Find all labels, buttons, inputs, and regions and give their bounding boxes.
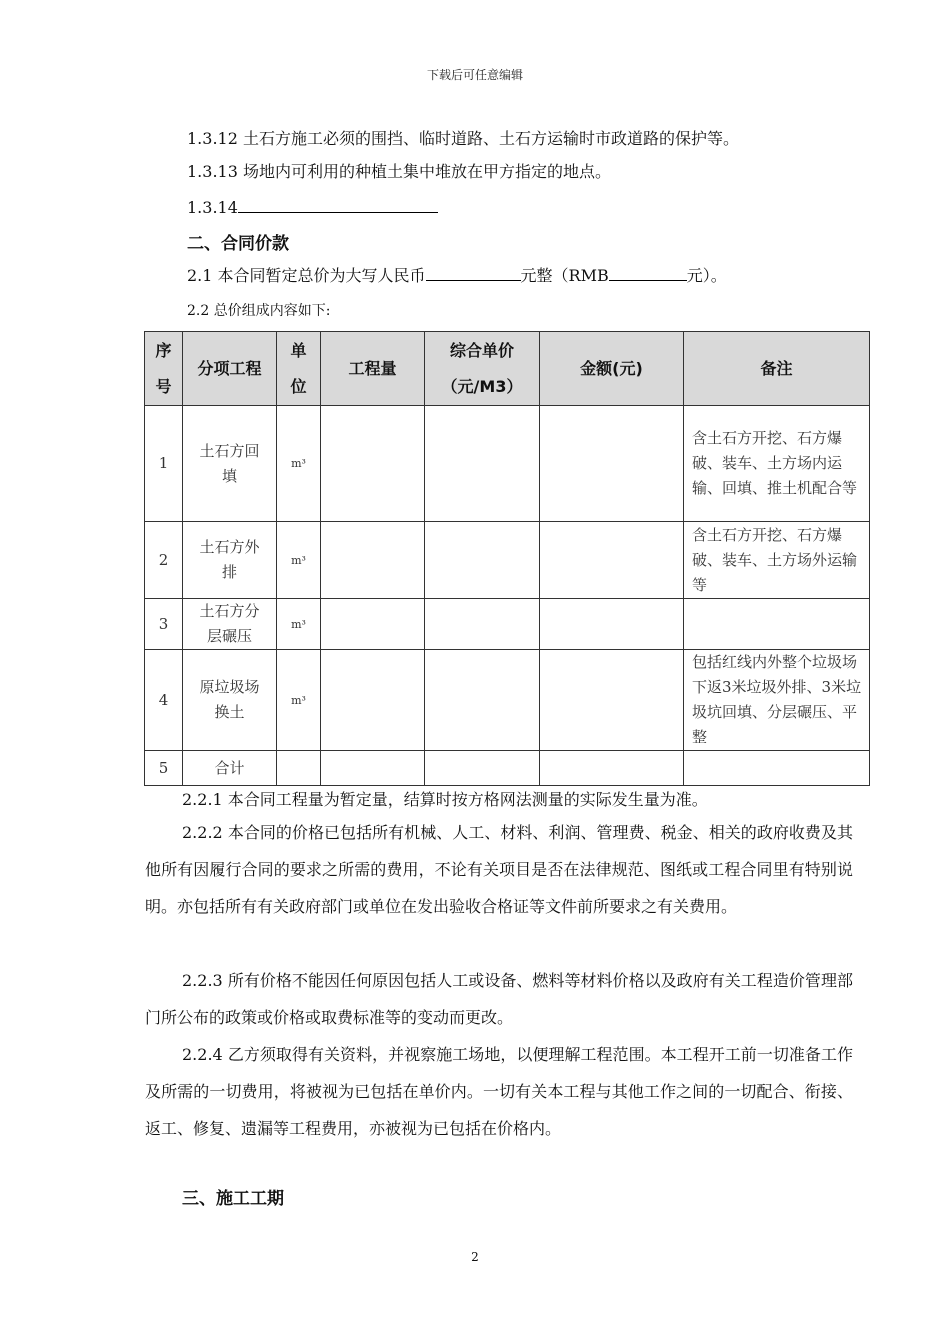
row-amount bbox=[540, 599, 684, 650]
price-table bbox=[144, 331, 870, 786]
row-quantity bbox=[321, 406, 425, 522]
header-remarks: 备注 bbox=[684, 332, 870, 406]
clause-2-2: 2.2 总价组成内容如下: bbox=[187, 303, 331, 319]
row-unit: m³ bbox=[277, 650, 321, 751]
clause-2-2-3-text: 2.2.3 所有价格不能因任何原因包括人工或设备、燃料等材料价格以及政府有关工程造价管理部门所公布的政策或价格或取费标准等的变动而更改。 bbox=[145, 971, 853, 1027]
blank-line bbox=[238, 196, 438, 213]
header-unit-price: 综合单价（元/M3） bbox=[425, 332, 540, 406]
row-item: 土石方回填 bbox=[183, 406, 277, 522]
clause-2-2-4 bbox=[145, 1036, 853, 1147]
table-row bbox=[145, 406, 870, 522]
page-number: 2 bbox=[471, 1250, 479, 1264]
row-unit: m³ bbox=[277, 599, 321, 650]
row-item: 土石方分层碾压 bbox=[183, 599, 277, 650]
clause-2-1-text-a: 2.1 本合同暂定总价为大写人民币 bbox=[187, 266, 426, 285]
clause-1-3-14 bbox=[187, 196, 438, 219]
table-row bbox=[145, 522, 870, 599]
section-3-title: 三、施工工期 bbox=[182, 1189, 284, 1209]
clause-2-2-2-text: 2.2.2 本合同的价格已包括所有机械、人工、材料、利润、管理费、税金、相关的政府收费及其他所有因履行合同的要求之所需的费用，不论有关项目是否在法律规范、图纸或工程合同里有特别说明。亦包括所有有关政府部门或单位在发出验收合格证等文件前所要求之有关费用。 bbox=[145, 823, 853, 916]
row-no: 5 bbox=[145, 751, 183, 786]
row-unit-price bbox=[425, 599, 540, 650]
table-row bbox=[145, 599, 870, 650]
header-quantity: 工程量 bbox=[321, 332, 425, 406]
header-amount: 金额(元) bbox=[540, 332, 684, 406]
row-remarks: 包括红线内外整个垃圾场下返3米垃圾外排、3米垃圾坑回填、分层碾压、平整 bbox=[684, 650, 870, 751]
row-item: 合计 bbox=[183, 751, 277, 786]
table-row bbox=[145, 650, 870, 751]
clause-2-1 bbox=[187, 264, 727, 287]
row-quantity bbox=[321, 522, 425, 599]
header-no: 序号 bbox=[145, 332, 183, 406]
row-unit-price bbox=[425, 522, 540, 599]
row-item: 土石方外排 bbox=[183, 522, 277, 599]
clause-2-2-4-text: 2.2.4 乙方须取得有关资料，并视察施工场地，以便理解工程范围。本工程开工前一切准备工作及所需的一切费用，将被视为已包括在单价内。一切有关本工程与其他工作之间的一切配合、衔接、返工、修复、遗漏等工程费用，亦被视为已包括在价格内。 bbox=[145, 1045, 853, 1138]
clause-2-2-1-text: 2.2.1 本合同工程量为暂定量，结算时按方格网法测量的实际发生量为准。 bbox=[182, 790, 708, 809]
clause-1-3-14-label: 1.3.14 bbox=[187, 198, 238, 217]
clause-1-3-13: 1.3.13 场地内可利用的种植土集中堆放在甲方指定的地点。 bbox=[187, 162, 611, 181]
row-no: 2 bbox=[145, 522, 183, 599]
clause-2-2-3 bbox=[145, 962, 853, 1036]
row-remarks: 含土石方开挖、石方爆破、装车、土方场内运输、回填、推土机配合等 bbox=[684, 406, 870, 522]
header-unit: 单位 bbox=[277, 332, 321, 406]
table-header-row bbox=[145, 332, 870, 406]
row-quantity bbox=[321, 650, 425, 751]
row-unit: m³ bbox=[277, 406, 321, 522]
row-unit-price bbox=[425, 406, 540, 522]
row-item: 原垃圾场换土 bbox=[183, 650, 277, 751]
row-no: 1 bbox=[145, 406, 183, 522]
row-amount bbox=[540, 522, 684, 599]
row-quantity bbox=[321, 599, 425, 650]
header-item: 分项工程 bbox=[183, 332, 277, 406]
clause-2-1-text-b: 元整（RMB bbox=[520, 266, 609, 285]
clause-2-1-text-c: 元）。 bbox=[686, 266, 727, 285]
row-no: 4 bbox=[145, 650, 183, 751]
clause-2-2-2 bbox=[145, 814, 853, 925]
blank-line bbox=[426, 264, 521, 281]
row-remarks: 含土石方开挖、石方爆破、装车、土方场外运输等 bbox=[684, 522, 870, 599]
section-2-title: 二、合同价款 bbox=[187, 234, 289, 254]
row-amount bbox=[540, 406, 684, 522]
clause-2-2-1 bbox=[145, 781, 853, 818]
clause-1-3-12: 1.3.12 土石方施工必须的围挡、临时道路、土石方运输时市政道路的保护等。 bbox=[187, 129, 739, 148]
blank-line bbox=[609, 264, 687, 281]
row-remarks bbox=[684, 599, 870, 650]
row-unit: m³ bbox=[277, 522, 321, 599]
row-amount bbox=[540, 650, 684, 751]
row-unit-price bbox=[425, 650, 540, 751]
page-header: 下载后可任意编辑 bbox=[426, 68, 523, 82]
row-no: 3 bbox=[145, 599, 183, 650]
